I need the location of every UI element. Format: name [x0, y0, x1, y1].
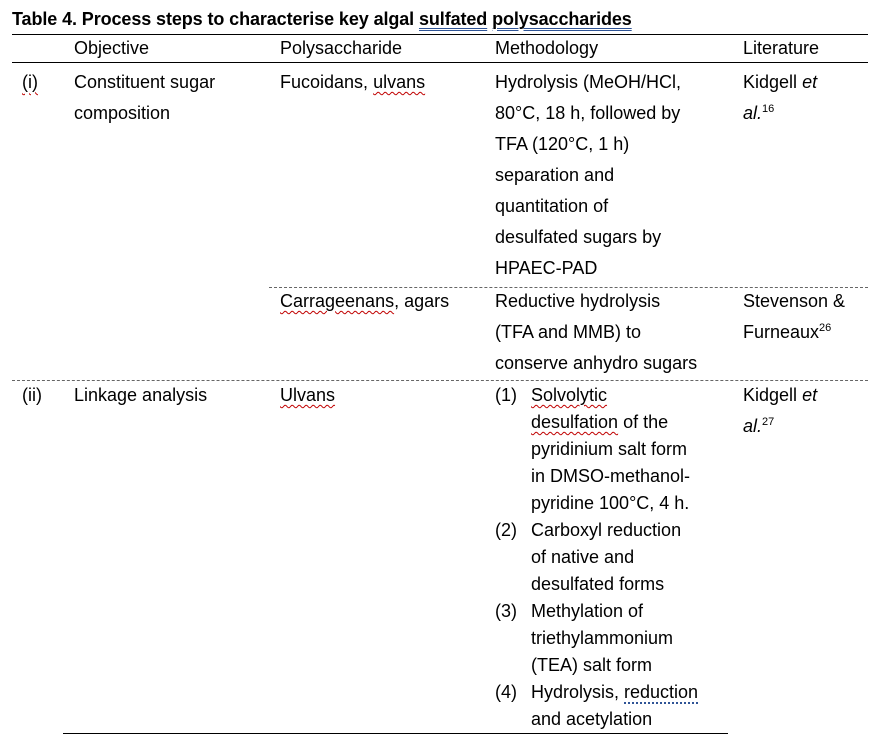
polysaccharide-text: Fucoidans,: [280, 72, 374, 92]
polysaccharide-cell: [280, 286, 449, 317]
literature-cell: [743, 286, 845, 348]
step-line: Hydrolysis,: [531, 682, 625, 702]
step-line: in DMSO-methanol-: [531, 466, 691, 486]
literature-al: al.: [743, 103, 763, 123]
bottom-rule: [63, 733, 728, 734]
methodology-line: Reductive hydrolysis: [495, 291, 661, 311]
literature-author: Kidgell: [743, 385, 798, 405]
objective-cell: Linkage analysis: [74, 385, 208, 405]
step-line: Solvolytic: [531, 385, 608, 405]
header-methodology: Methodology: [495, 38, 599, 58]
step-number: (1): [495, 385, 517, 405]
methodology-steps-list: [495, 382, 698, 733]
step-number: (3): [495, 601, 517, 621]
step-line: of the: [618, 412, 669, 432]
literature-et: et: [802, 385, 818, 405]
objective-cell: [74, 67, 215, 129]
methodology-line: separation and: [495, 165, 615, 185]
step-line: reduction: [624, 682, 699, 702]
header-literature: Literature: [743, 38, 820, 58]
methodology-line: 80°C, 18 h, followed by: [495, 103, 681, 123]
step-line: and acetylation: [531, 709, 653, 729]
title-word-sulfated: sulfated: [418, 9, 488, 29]
literature-ref: 16: [762, 103, 775, 115]
list-item: [495, 679, 698, 733]
literature-cell: [743, 67, 817, 129]
literature-al: al.: [743, 416, 763, 436]
row-index-text: (i): [22, 72, 38, 92]
literature-ref: 26: [819, 322, 832, 334]
step-line: pyridinium salt form: [531, 439, 688, 459]
list-item: [495, 382, 698, 517]
literature-cell: [743, 380, 817, 442]
literature-et: et: [802, 72, 818, 92]
polysaccharide-text: , agars: [394, 291, 450, 311]
objective-line: composition: [74, 103, 171, 123]
header-objective: Objective: [74, 38, 150, 58]
row-index: [22, 67, 38, 98]
literature-author: Kidgell: [743, 72, 798, 92]
list-item: [495, 517, 698, 598]
methodology-line: Hydrolysis (MeOH/HCl,: [495, 72, 682, 92]
step-line: Methylation of: [531, 601, 644, 621]
step-line: of native and: [531, 547, 635, 567]
header-polysaccharide: Polysaccharide: [280, 38, 403, 58]
table-title: [12, 9, 632, 30]
polysaccharide-flagged-word: Ulvans: [280, 385, 336, 405]
polysaccharide-cell: [280, 380, 335, 411]
title-word-polysaccharides: polysaccharides: [492, 9, 632, 29]
step-line: pyridine 100°C, 4 h.: [531, 493, 690, 513]
title-text: Table 4. Process steps to characterise key algal: [12, 9, 419, 29]
methodology-line: quantitation of: [495, 196, 609, 216]
polysaccharide-flagged-word: ulvans: [373, 72, 426, 92]
step-line: triethylammonium: [531, 628, 674, 648]
step-number: (4): [495, 682, 517, 702]
header-rule: [12, 62, 868, 63]
step-line: (TEA) salt form: [531, 655, 653, 675]
methodology-line: TFA (120°C, 1 h): [495, 134, 630, 154]
polysaccharide-flagged-word: Carrageenans: [280, 291, 395, 311]
methodology-line: desulfated sugars by: [495, 227, 662, 247]
top-rule: [12, 34, 868, 35]
objective-line: Constituent sugar: [74, 72, 216, 92]
list-item: [495, 598, 698, 679]
methodology-cell: [495, 67, 681, 284]
step-line: desulfation: [531, 412, 619, 432]
polysaccharide-cell: [280, 67, 425, 98]
methodology-line: conserve anhydro sugars: [495, 353, 698, 373]
row-index: (ii): [22, 385, 42, 405]
methodology-cell: [495, 286, 697, 379]
literature-ref: 27: [762, 416, 775, 428]
step-line: Carboxyl reduction: [531, 520, 682, 540]
step-line: desulfated forms: [531, 574, 665, 594]
literature-author: Stevenson &: [743, 291, 846, 311]
literature-author: Furneaux: [743, 322, 820, 342]
methodology-line: (TFA and MMB) to: [495, 322, 642, 342]
step-number: (2): [495, 520, 517, 540]
methodology-line: HPAEC-PAD: [495, 258, 598, 278]
